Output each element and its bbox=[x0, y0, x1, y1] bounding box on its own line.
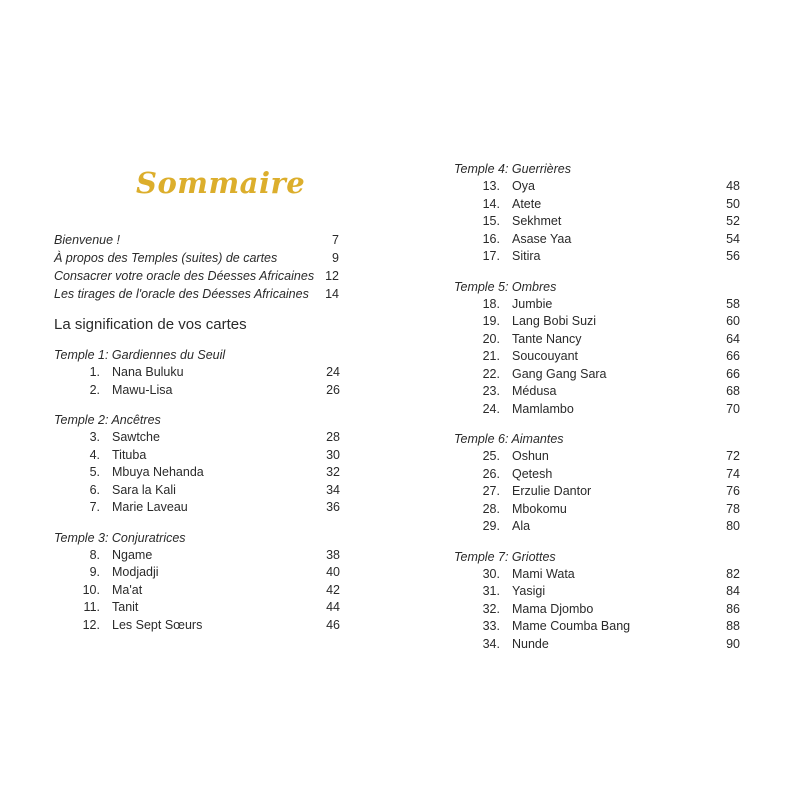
entry-page: 82 bbox=[726, 566, 740, 581]
entry-number: 9. bbox=[89, 565, 100, 579]
entry-page: 48 bbox=[726, 179, 740, 193]
toc-column-left bbox=[54, 347, 340, 647]
intro-item-label: Les tirages de l'oracle des Déesses Africaines bbox=[54, 287, 309, 301]
entry-page: 90 bbox=[726, 636, 740, 651]
toc-entry[interactable] bbox=[454, 248, 740, 266]
entry-number: 10. bbox=[82, 582, 100, 597]
entry-number: 15. bbox=[482, 214, 500, 228]
toc-entry[interactable] bbox=[454, 601, 740, 619]
entry-number: 25. bbox=[482, 449, 500, 463]
toc-entry[interactable] bbox=[454, 366, 740, 384]
toc-entry[interactable] bbox=[54, 464, 340, 482]
temple-section bbox=[54, 412, 340, 517]
entry-page: 56 bbox=[726, 249, 740, 263]
toc-entry[interactable] bbox=[454, 196, 740, 214]
entry-page: 36 bbox=[326, 500, 340, 514]
intro-list bbox=[54, 231, 339, 303]
entry-number: 32. bbox=[482, 601, 500, 616]
temple-section bbox=[454, 549, 740, 654]
entry-number: 12. bbox=[82, 617, 100, 632]
entry-number: 2. bbox=[89, 382, 100, 397]
entry-number: 24. bbox=[482, 401, 500, 416]
entry-name: Sara la Kali bbox=[112, 482, 176, 497]
entry-page: 26 bbox=[326, 382, 340, 397]
entry-number: 33. bbox=[482, 619, 500, 633]
entry-name: Asase Yaa bbox=[512, 231, 572, 246]
entry-number: 3. bbox=[89, 430, 100, 444]
entry-name: Sitira bbox=[512, 249, 541, 263]
entry-number: 4. bbox=[89, 447, 100, 462]
toc-entry[interactable] bbox=[454, 383, 740, 401]
entry-name: Médusa bbox=[512, 384, 557, 398]
entry-page: 78 bbox=[726, 501, 740, 516]
entry-number: 23. bbox=[482, 384, 500, 398]
entry-number: 5. bbox=[89, 465, 100, 479]
entry-number: 22. bbox=[482, 366, 500, 381]
temple-section bbox=[454, 279, 740, 419]
entry-page: 64 bbox=[726, 331, 740, 346]
temple-title: Temple 6: Aimantes bbox=[454, 432, 564, 446]
entry-name: Sawtche bbox=[112, 430, 160, 444]
entry-page: 50 bbox=[726, 196, 740, 211]
temple-section bbox=[54, 530, 340, 635]
intro-item-page: 12 bbox=[325, 269, 339, 283]
entry-number: 13. bbox=[482, 179, 500, 193]
entry-name: Mame Coumba Bang bbox=[512, 619, 631, 633]
entry-page: 74 bbox=[726, 466, 740, 481]
entry-page: 66 bbox=[726, 349, 740, 363]
toc-entry[interactable] bbox=[54, 599, 340, 617]
entry-name: Mbokomu bbox=[512, 501, 567, 516]
section-heading: La signification de vos cartes bbox=[54, 316, 247, 333]
temple-title: Temple 3: Conjuratrices bbox=[54, 530, 186, 545]
entry-page: 30 bbox=[326, 447, 340, 462]
temple-section bbox=[454, 161, 740, 266]
entry-number: 19. bbox=[482, 314, 500, 328]
toc-entry[interactable] bbox=[454, 636, 740, 654]
temple-title: Temple 1: Gardiennes du Seuil bbox=[54, 348, 226, 362]
toc-entry[interactable] bbox=[454, 178, 740, 196]
temple-title: Temple 5: Ombres bbox=[454, 279, 557, 294]
toc-column-right bbox=[454, 161, 740, 666]
temple-title: Temple 4: Guerrières bbox=[454, 162, 571, 176]
entry-name: Ngame bbox=[112, 547, 153, 562]
entry-name: Mbuya Nehanda bbox=[112, 465, 204, 479]
entry-name: Tituba bbox=[112, 447, 147, 462]
entry-page: 68 bbox=[726, 384, 740, 398]
entry-number: 29. bbox=[482, 519, 500, 533]
entry-number: 7. bbox=[89, 500, 100, 514]
toc-entry[interactable] bbox=[454, 501, 740, 519]
intro-item[interactable] bbox=[54, 285, 339, 303]
toc-entry[interactable] bbox=[54, 547, 340, 565]
entry-page: 88 bbox=[726, 619, 740, 633]
toc-entry[interactable] bbox=[54, 364, 340, 382]
entry-name: Mama Djombo bbox=[512, 601, 594, 616]
entry-page: 66 bbox=[726, 366, 740, 381]
toc-entry[interactable] bbox=[454, 583, 740, 601]
toc-entry[interactable] bbox=[454, 331, 740, 349]
intro-item[interactable] bbox=[54, 267, 339, 285]
temple-title: Temple 2: Ancêtres bbox=[54, 413, 161, 427]
intro-item-page: 14 bbox=[325, 287, 339, 301]
entry-number: 16. bbox=[482, 231, 500, 246]
entry-number: 6. bbox=[89, 482, 100, 497]
entry-number: 17. bbox=[482, 249, 500, 263]
entry-number: 27. bbox=[482, 484, 500, 498]
toc-entry[interactable] bbox=[454, 296, 740, 314]
entry-page: 38 bbox=[326, 547, 340, 562]
entry-name: Erzulie Dantor bbox=[512, 484, 592, 498]
intro-item[interactable] bbox=[54, 249, 339, 267]
toc-entry[interactable] bbox=[454, 618, 740, 636]
toc-entry[interactable] bbox=[54, 617, 340, 635]
entry-name: Marie Laveau bbox=[112, 500, 188, 514]
toc-entry[interactable] bbox=[454, 401, 740, 419]
entry-name: Tanit bbox=[112, 600, 139, 614]
entry-page: 46 bbox=[326, 617, 340, 632]
entry-number: 11. bbox=[83, 600, 100, 614]
entry-number: 30. bbox=[482, 566, 500, 581]
entry-name: Gang Gang Sara bbox=[512, 366, 607, 381]
entry-number: 34. bbox=[482, 636, 500, 651]
toc-entry[interactable] bbox=[54, 582, 340, 600]
toc-entry[interactable] bbox=[454, 313, 740, 331]
intro-item-label: À propos des Temples (suites) de cartes bbox=[54, 251, 278, 265]
temple-title: Temple 7: Griottes bbox=[454, 549, 556, 564]
entry-page: 52 bbox=[726, 214, 740, 228]
toc-entry[interactable] bbox=[454, 213, 740, 231]
toc-entry[interactable] bbox=[454, 466, 740, 484]
intro-item-label: Bienvenue ! bbox=[54, 233, 121, 247]
toc-entry[interactable] bbox=[54, 429, 340, 447]
intro-item-label: Consacrer votre oracle des Déesses Africaines bbox=[54, 269, 315, 283]
entry-number: 18. bbox=[482, 296, 500, 311]
entry-name: Modjadji bbox=[112, 565, 159, 579]
toc-entry[interactable] bbox=[54, 447, 340, 465]
toc-entry[interactable] bbox=[54, 499, 340, 517]
entry-number: 31. bbox=[482, 584, 500, 598]
entry-name: Nana Buluku bbox=[112, 365, 184, 379]
toc-entry[interactable] bbox=[454, 483, 740, 501]
entry-number: 26. bbox=[482, 466, 500, 481]
entry-page: 72 bbox=[726, 449, 740, 463]
entry-number: 21. bbox=[482, 349, 500, 363]
page-title: Sommaire bbox=[136, 166, 306, 200]
toc-entry[interactable] bbox=[454, 348, 740, 366]
entry-name: Oya bbox=[512, 179, 535, 193]
temple-section bbox=[54, 347, 340, 399]
entry-page: 60 bbox=[726, 314, 740, 328]
entry-page: 76 bbox=[726, 484, 740, 498]
entry-page: 54 bbox=[726, 231, 740, 246]
entry-number: 20. bbox=[482, 331, 500, 346]
entry-number: 8. bbox=[89, 547, 100, 562]
entry-page: 40 bbox=[326, 565, 340, 579]
entry-name: Atete bbox=[512, 196, 542, 211]
entry-name: Ala bbox=[512, 519, 531, 533]
entry-name: Soucouyant bbox=[512, 349, 579, 363]
entry-page: 86 bbox=[726, 601, 740, 616]
toc-entry[interactable] bbox=[54, 382, 340, 400]
entry-name: Nunde bbox=[512, 636, 549, 651]
entry-name: Sekhmet bbox=[512, 214, 562, 228]
entry-page: 24 bbox=[326, 365, 340, 379]
intro-item[interactable] bbox=[54, 231, 339, 249]
entry-page: 42 bbox=[326, 582, 340, 597]
entry-number: 1. bbox=[89, 365, 100, 379]
intro-item-page: 9 bbox=[332, 251, 339, 265]
toc-entry[interactable] bbox=[454, 231, 740, 249]
entry-number: 28. bbox=[482, 501, 500, 516]
toc-entry[interactable] bbox=[54, 482, 340, 500]
entry-page: 58 bbox=[726, 296, 740, 311]
entry-page: 28 bbox=[326, 430, 340, 444]
entry-name: Ma'at bbox=[112, 582, 143, 597]
entry-name: Mamlambo bbox=[512, 401, 574, 416]
entry-page: 44 bbox=[326, 600, 340, 614]
intro-item-page: 7 bbox=[332, 233, 339, 247]
toc-entry[interactable] bbox=[454, 518, 740, 536]
entry-name: Tante Nancy bbox=[512, 331, 582, 346]
entry-name: Oshun bbox=[512, 449, 549, 463]
toc-entry[interactable] bbox=[454, 566, 740, 584]
entry-name: Mawu-Lisa bbox=[112, 382, 173, 397]
entry-page: 70 bbox=[726, 401, 740, 416]
entry-page: 34 bbox=[326, 482, 340, 497]
entry-name: Yasigi bbox=[512, 584, 546, 598]
entry-name: Jumbie bbox=[512, 296, 553, 311]
entry-page: 84 bbox=[726, 584, 740, 598]
entry-page: 80 bbox=[726, 519, 740, 533]
toc-entry[interactable] bbox=[454, 448, 740, 466]
entry-page: 32 bbox=[326, 465, 340, 479]
entry-name: Qetesh bbox=[512, 466, 553, 481]
entry-number: 14. bbox=[482, 196, 500, 211]
entry-name: Les Sept Sœurs bbox=[112, 617, 203, 632]
entry-name: Mami Wata bbox=[512, 566, 575, 581]
temple-section bbox=[454, 431, 740, 536]
toc-entry[interactable] bbox=[54, 564, 340, 582]
entry-name: Lang Bobi Suzi bbox=[512, 314, 597, 328]
